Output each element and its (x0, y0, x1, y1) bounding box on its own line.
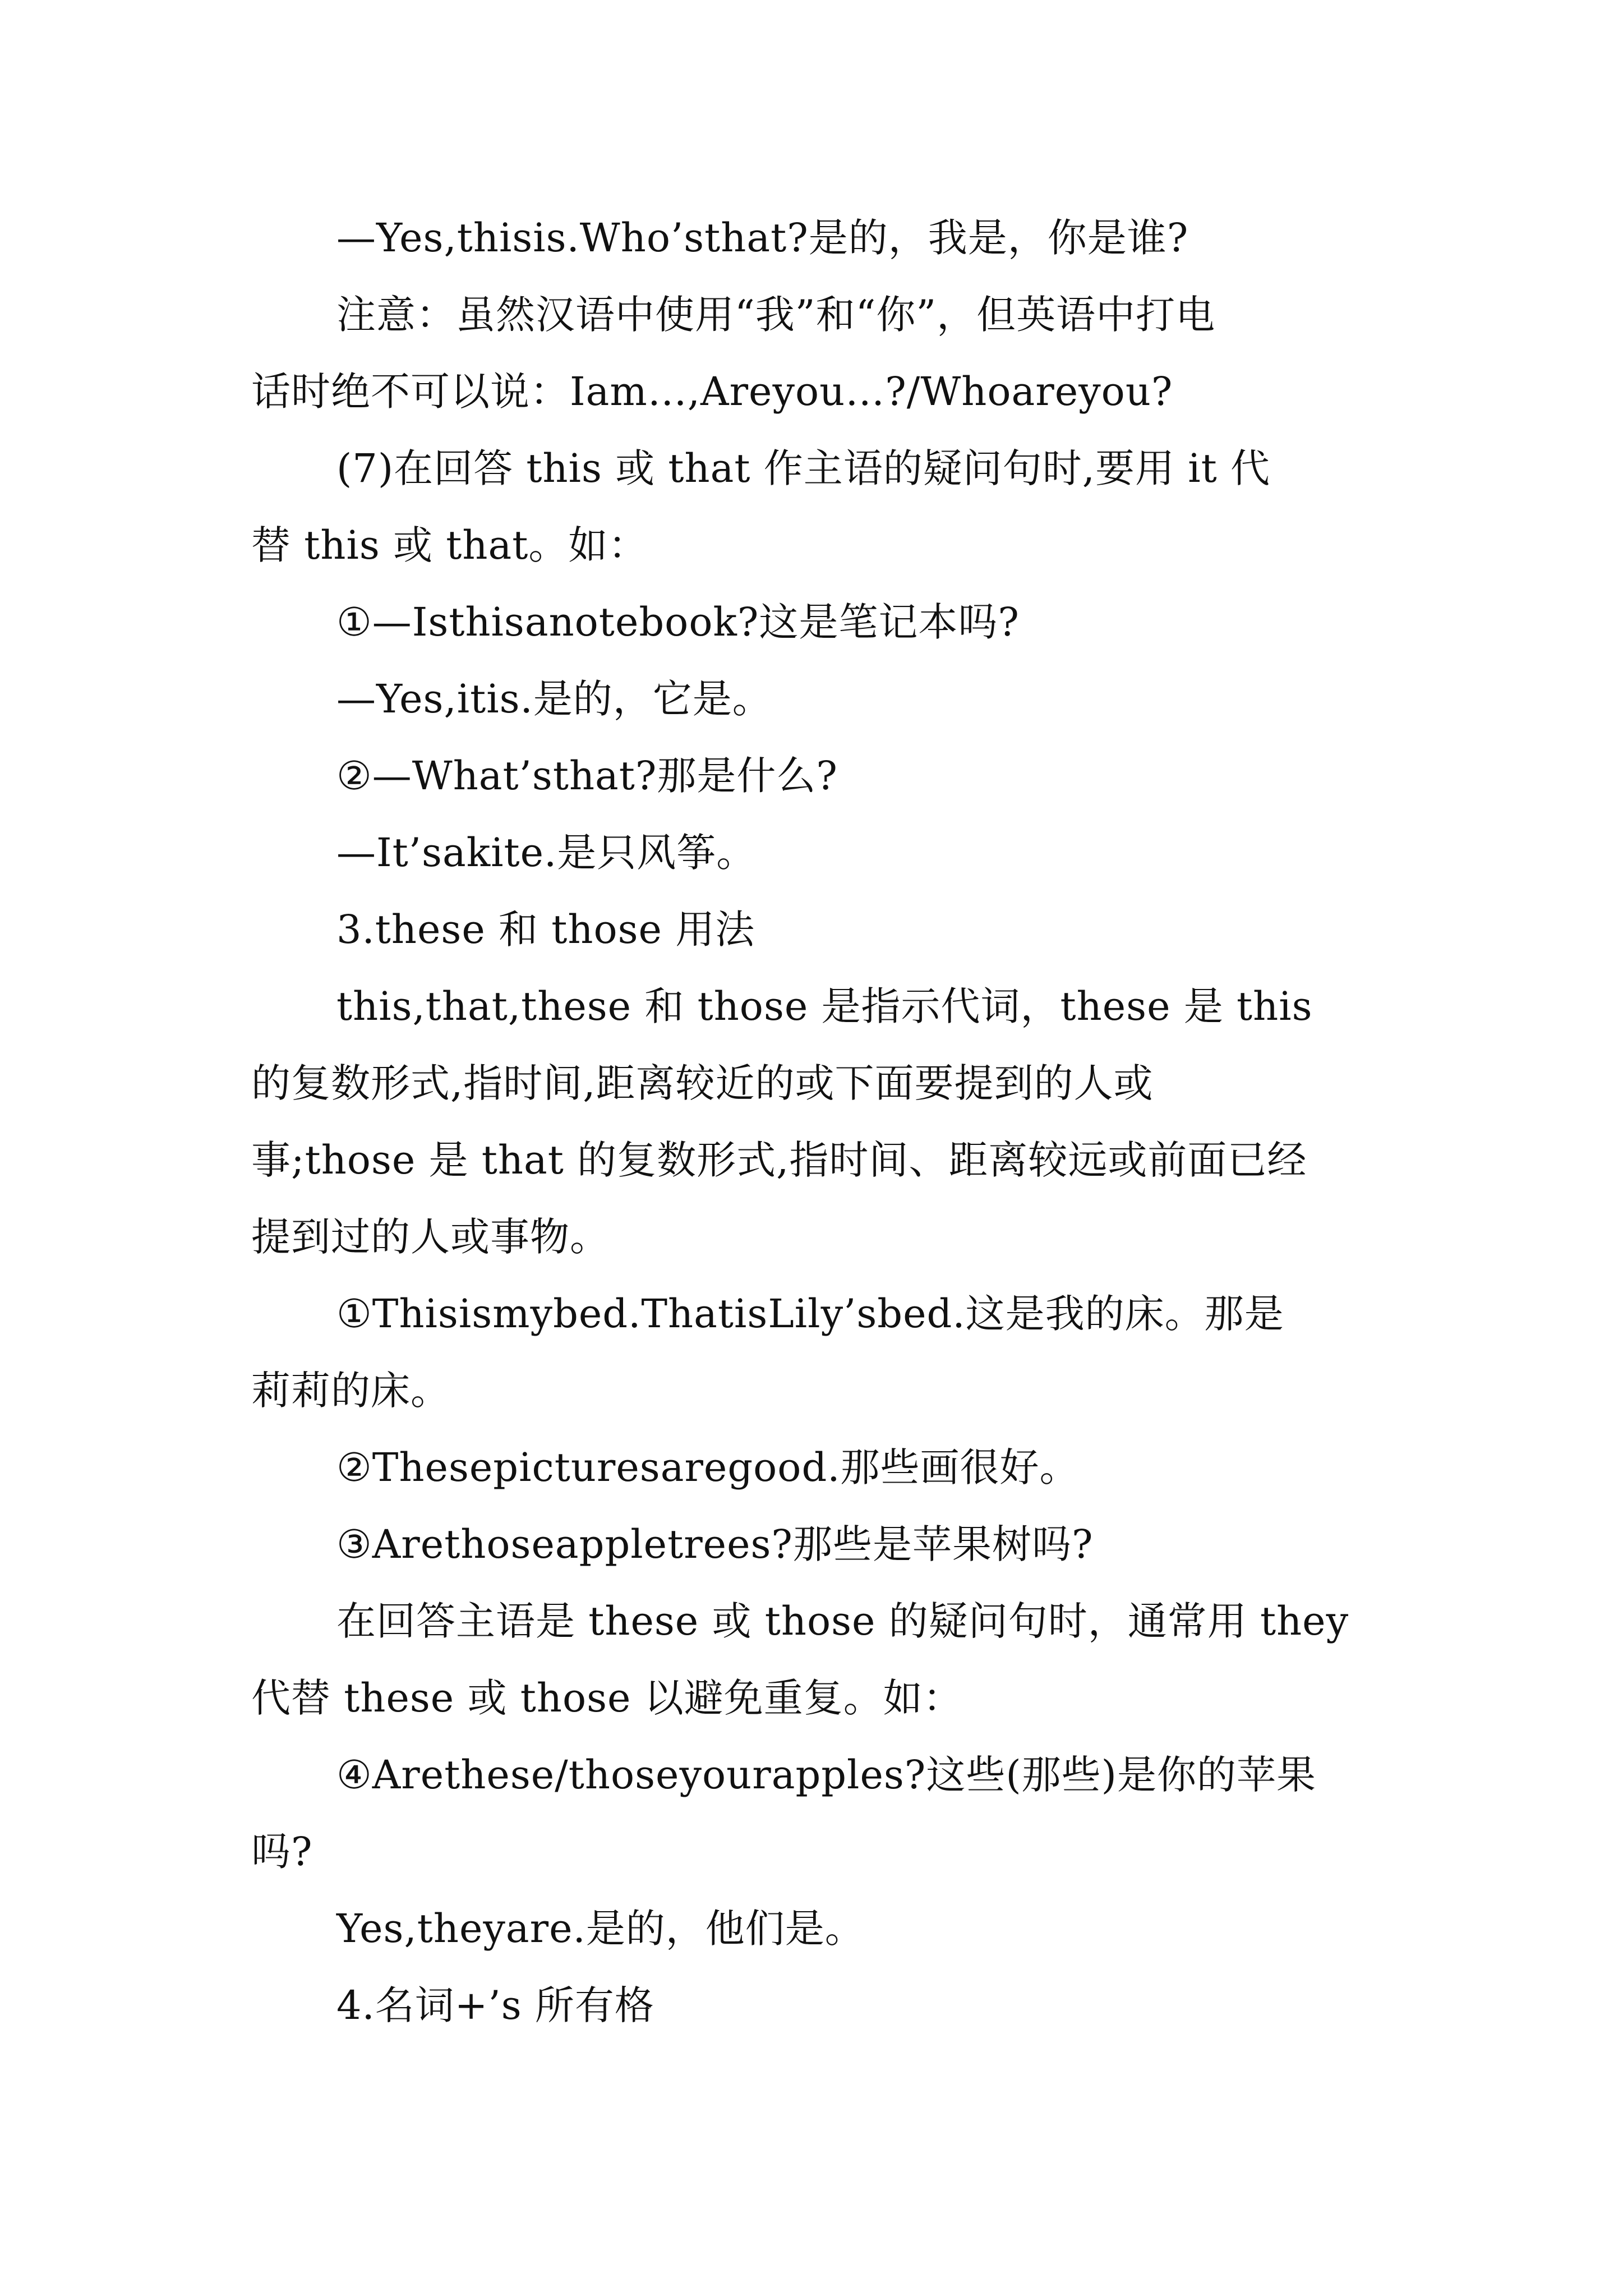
text-line: 替 this 或 that。如： (251, 522, 648, 568)
text-line: 的复数形式,指时间,距离较近的或下面要提到的人或 (251, 1060, 1154, 1106)
text-line: —It’sakite.是只风筝。 (336, 830, 757, 876)
text-line: ①—Isthisanotebook?这是笔记本吗? (336, 599, 1020, 645)
text-line: 提到过的人或事物。 (251, 1214, 610, 1260)
text-line: 吗? (251, 1829, 313, 1875)
section-heading: 3.these 和 those 用法 (336, 907, 755, 953)
section-heading: 4.名词+’s 所有格 (336, 1982, 654, 2028)
text-line: 在回答主语是 these 或 those 的疑问句时，通常用 they (336, 1598, 1349, 1644)
text-line: 莉莉的床。 (251, 1368, 450, 1414)
text-line: —Yes,itis.是的，它是。 (336, 676, 772, 722)
text-line: ②Thesepicturesaregood.那些画很好。 (336, 1444, 1080, 1490)
text-line: ①Thisismybed.ThatisLily’sbed.这是我的床。那是 (336, 1291, 1284, 1337)
text-line: ③Arethoseappletrees?那些是苹果树吗? (336, 1521, 1094, 1567)
text-line: (7)在回答 this 或 that 作主语的疑问句时,要用 it 代 (336, 445, 1271, 491)
text-line: —Yes,thisis.Who’sthat?是的，我是，你是谁? (336, 215, 1189, 261)
text-line: 注意：虽然汉语中使用“我”和“你”，但英语中打电 (336, 292, 1216, 338)
text-line: ②—What’sthat?那是什么? (336, 753, 838, 799)
text-line: ④Arethese/thoseyourapples?这些(那些)是你的苹果 (336, 1752, 1316, 1798)
text-line: 话时绝不可以说：Iam…,Areyou…?/Whoareyou? (251, 369, 1173, 415)
text-line: 事;those 是 that 的复数形式,指时间、距离较远或前面已经 (251, 1137, 1307, 1183)
text-line: Yes,theyare.是的，他们是。 (336, 1906, 865, 1952)
document-body (251, 200, 1384, 2044)
text-line: this,that,these 和 those 是指示代词，these 是 this (336, 983, 1313, 1029)
text-line: 代替 these 或 those 以避免重复。如： (251, 1675, 963, 1721)
